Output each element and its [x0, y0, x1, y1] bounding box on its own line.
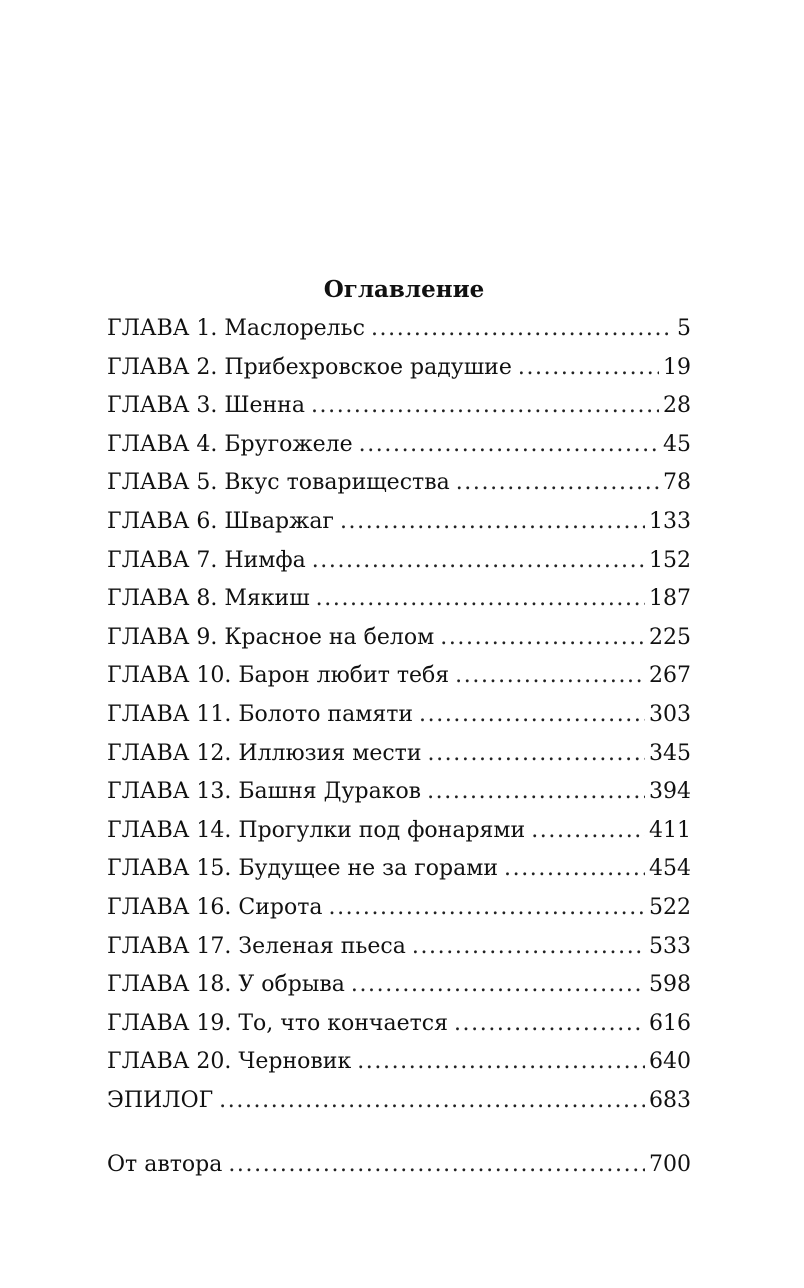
toc-entry-page: 152	[649, 547, 691, 573]
toc-entry	[107, 387, 691, 426]
toc-entry	[107, 503, 691, 542]
toc-entry-page: 28	[663, 393, 691, 419]
toc-entry	[107, 657, 691, 696]
toc-dot-leader	[440, 619, 645, 658]
toc-entry-label: ГЛАВА 17. Зеленая пьеса	[107, 933, 406, 959]
toc-entry	[107, 850, 691, 889]
toc-entry	[107, 928, 691, 967]
toc-entry-page: 533	[649, 933, 691, 959]
toc-entry-page: 522	[649, 894, 691, 920]
toc-dot-leader	[329, 889, 646, 928]
toc-entry-page: 598	[649, 972, 691, 998]
toc-dot-leader	[316, 580, 645, 619]
toc-entry-label: ГЛАВА 10. Барон любит тебя	[107, 663, 450, 689]
toc-dot-leader	[351, 966, 645, 1005]
toc-dot-leader	[504, 850, 645, 889]
toc-entry	[107, 426, 691, 465]
toc-entry-label: ГЛАВА 1. Маслорельс	[107, 316, 365, 341]
table-of-contents	[107, 270, 691, 1185]
toc-entry-label: ГЛАВА 18. У обрыва	[107, 972, 345, 998]
toc-entry-label: ГЛАВА 5. Вкус товарищества	[107, 470, 450, 496]
toc-entry-page: 5	[677, 316, 691, 341]
toc-entry-label: ГЛАВА 15. Будущее не за горами	[107, 856, 499, 882]
toc-dot-leader	[359, 426, 659, 465]
toc-entry-page: 454	[649, 856, 691, 882]
toc-entry-page: 78	[663, 470, 691, 496]
toc-entry	[107, 619, 691, 658]
toc-entry-label: ГЛАВА 7. Нимфа	[107, 547, 306, 573]
toc-dot-leader	[412, 928, 645, 967]
toc-entry-page: 267	[649, 663, 691, 689]
toc-entry	[107, 889, 691, 928]
toc-entry-epilogue	[107, 1082, 691, 1121]
toc-entry-page: 345	[649, 740, 691, 766]
toc-dot-leader	[427, 773, 645, 812]
toc-entry	[107, 773, 691, 812]
toc-entry-page: 640	[649, 1049, 691, 1075]
toc-dot-leader	[456, 464, 659, 503]
toc-dot-leader	[228, 1146, 645, 1185]
toc-entry-page: 133	[649, 508, 691, 534]
toc-dot-leader	[454, 1005, 645, 1044]
toc-entry	[107, 812, 691, 851]
toc-entry-label: ГЛАВА 16. Сирота	[107, 894, 323, 920]
toc-dot-leader	[371, 310, 673, 349]
toc-dot-leader	[311, 387, 659, 426]
toc-entry-label: ГЛАВА 19. То, что кончается	[107, 1010, 448, 1036]
toc-entry-label: ГЛАВА 20. Черновик	[107, 1049, 352, 1075]
toc-entry	[107, 696, 691, 735]
toc-entry-label: ГЛАВА 4. Бругожеле	[107, 431, 353, 457]
toc-entry-label: ГЛАВА 6. Шваржаг	[107, 508, 334, 534]
toc-entry-label: ГЛАВА 9. Красное на белом	[107, 624, 435, 650]
toc-entry	[107, 735, 691, 774]
toc-entry	[107, 580, 691, 619]
toc-entry-page: 45	[663, 431, 691, 457]
toc-entry-page: 616	[649, 1010, 691, 1036]
toc-entry-label: ГЛАВА 13. Башня Дураков	[107, 779, 422, 805]
toc-dot-leader	[518, 349, 659, 388]
toc-dot-leader	[428, 735, 646, 774]
toc-entry-label: ГЛАВА 11. Болото памяти	[107, 701, 414, 727]
toc-entry	[107, 966, 691, 1005]
toc-dot-leader	[419, 696, 645, 735]
toc-dot-leader	[340, 503, 645, 542]
toc-entry-page: 683	[649, 1087, 691, 1113]
toc-list	[107, 310, 691, 1185]
toc-title: Оглавление	[323, 276, 485, 303]
toc-entry-page: 700	[649, 1152, 691, 1178]
toc-entry-label: ГЛАВА 8. Мякиш	[107, 586, 310, 612]
toc-entry	[107, 310, 691, 349]
toc-entry	[107, 1043, 691, 1082]
toc-entry-page: 303	[649, 701, 691, 727]
toc-entry-label: ГЛАВА 3. Шенна	[107, 393, 305, 419]
toc-entry-label: ГЛАВА 2. Прибехровское радушие	[107, 354, 512, 380]
toc-entry-label: ГЛАВА 12. Иллюзия мести	[107, 740, 422, 766]
toc-entry-afterword	[107, 1146, 691, 1185]
toc-dot-leader	[531, 812, 645, 851]
toc-entry-page: 187	[649, 586, 691, 612]
toc-dot-leader	[455, 657, 645, 696]
toc-entry-label: ГЛАВА 14. Прогулки под фонарями	[107, 817, 526, 843]
toc-dot-leader	[357, 1043, 645, 1082]
toc-entry-page: 394	[649, 779, 691, 805]
toc-entry-label: От автора	[107, 1152, 223, 1178]
toc-entry-page: 19	[663, 354, 691, 380]
toc-entry-label: ЭПИЛОГ	[107, 1087, 214, 1113]
toc-entry	[107, 542, 691, 581]
toc-dot-leader	[219, 1082, 645, 1121]
toc-entry	[107, 349, 691, 388]
toc-entry	[107, 464, 691, 503]
toc-entry-page: 411	[649, 817, 691, 843]
toc-entry	[107, 1005, 691, 1044]
toc-entry-page: 225	[649, 624, 691, 650]
toc-dot-leader	[312, 542, 645, 581]
